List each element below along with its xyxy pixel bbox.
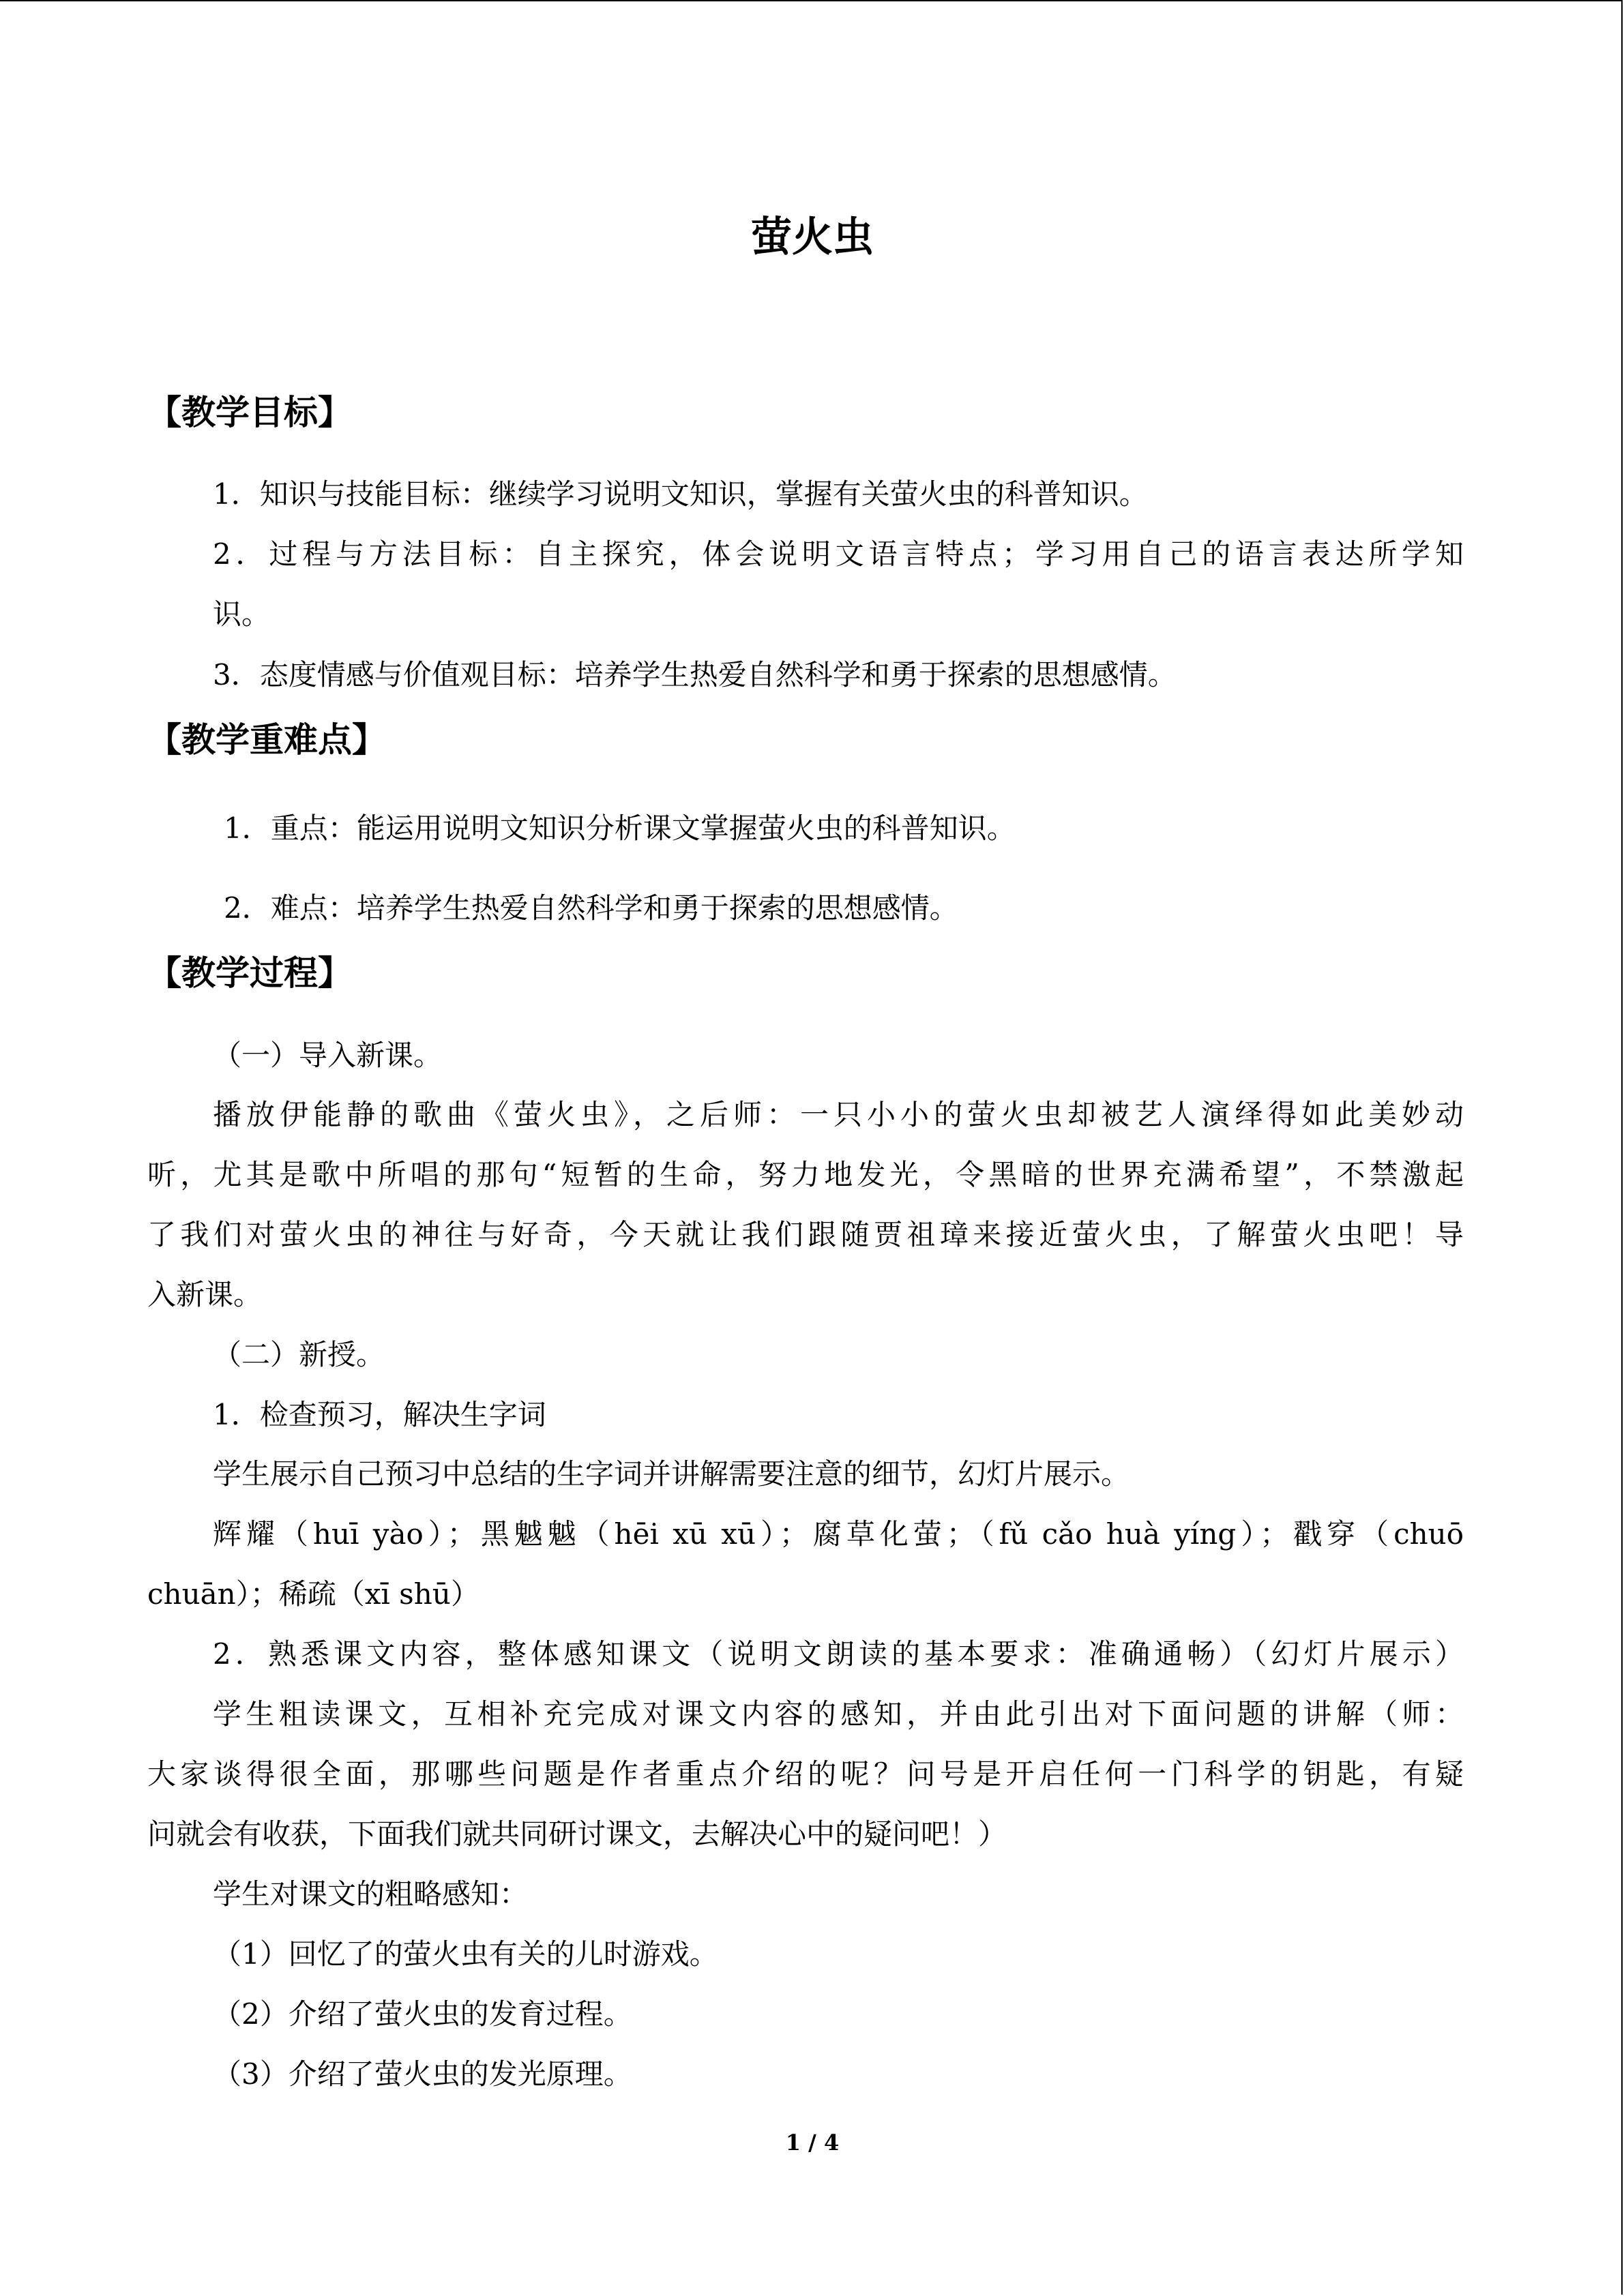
objective-item-continued: 识。: [213, 597, 271, 631]
document-title: 萤火虫: [751, 213, 874, 261]
objective-item: 2．过程与方法目标：自主探究，体会说明文语言特点；学习用自己的语言表达所学知: [213, 537, 1464, 571]
process-paragraph-line: 问就会有收获，下面我们就共同研讨课文，去解决心中的疑问吧！）: [147, 1817, 1007, 1851]
process-subheading: （二）新授。: [213, 1338, 385, 1371]
section-heading-objectives: 【教学目标】: [147, 393, 352, 432]
summary-item: （3）介绍了萤火虫的发光原理。: [213, 2057, 632, 2091]
process-paragraph-line: 学生展示自己预习中总结的生字词并讲解需要注意的细节，幻灯片展示。: [213, 1457, 1130, 1491]
process-paragraph-line: 学生对课文的粗略感知：: [213, 1877, 529, 1911]
vocabulary-line: chuān）；稀疏（xī shū）: [147, 1577, 479, 1611]
difficulty-item: 2．难点：培养学生热爱自然科学和勇于探索的思想感情。: [224, 891, 958, 925]
process-subheading: （一）导入新课。: [213, 1039, 443, 1072]
process-paragraph-line: 大家谈得很全面，那哪些问题是作者重点介绍的呢？问号是开启任何一门科学的钥匙，有疑: [147, 1757, 1464, 1791]
process-paragraph-line: 听，尤其是歌中所唱的那句“短暂的生命，努力地发光，令黑暗的世界充满希望”，不禁激起: [147, 1158, 1464, 1191]
process-paragraph-line: 入新课。: [147, 1278, 263, 1311]
process-step: 1．检查预习，解决生字词: [213, 1398, 546, 1431]
page-number: 1 / 4: [785, 2130, 840, 2156]
process-step: 2．熟悉课文内容，整体感知课文（说明文朗读的基本要求：准确通畅）（幻灯片展示）: [213, 1637, 1464, 1671]
process-paragraph-line: 播放伊能静的歌曲《萤火虫》，之后师：一只小小的萤火虫却被艺人演绎得如此美妙动: [213, 1098, 1464, 1131]
vocabulary-line: 辉耀（huī yào）；黑魆魆（hēi xū xū）；腐草化萤；（fǔ cǎo huà yíng）；戳穿（chuō: [213, 1517, 1464, 1551]
objective-item: 1．知识与技能目标：继续学习说明文知识，掌握有关萤火虫的科普知识。: [213, 477, 1148, 511]
objective-item: 3．态度情感与价值观目标：培养学生热爱自然科学和勇于探索的思想感情。: [213, 658, 1177, 691]
process-paragraph-line: 学生粗读课文，互相补充完成对课文内容的感知，并由此引出对下面问题的讲解（师：: [213, 1697, 1464, 1731]
key-point-item: 1．重点：能运用说明文知识分析课文掌握萤火虫的科普知识。: [224, 811, 1016, 845]
process-paragraph-line: 了我们对萤火虫的神往与好奇，今天就让我们跟随贾祖璋来接近萤火虫，了解萤火虫吧！导: [147, 1218, 1464, 1251]
section-heading-key-points: 【教学重难点】: [147, 720, 386, 760]
section-heading-process: 【教学过程】: [147, 953, 352, 993]
summary-item: （1）回忆了的萤火虫有关的儿时游戏。: [213, 1937, 718, 1971]
summary-item: （2）介绍了萤火虫的发育过程。: [213, 1997, 632, 2031]
